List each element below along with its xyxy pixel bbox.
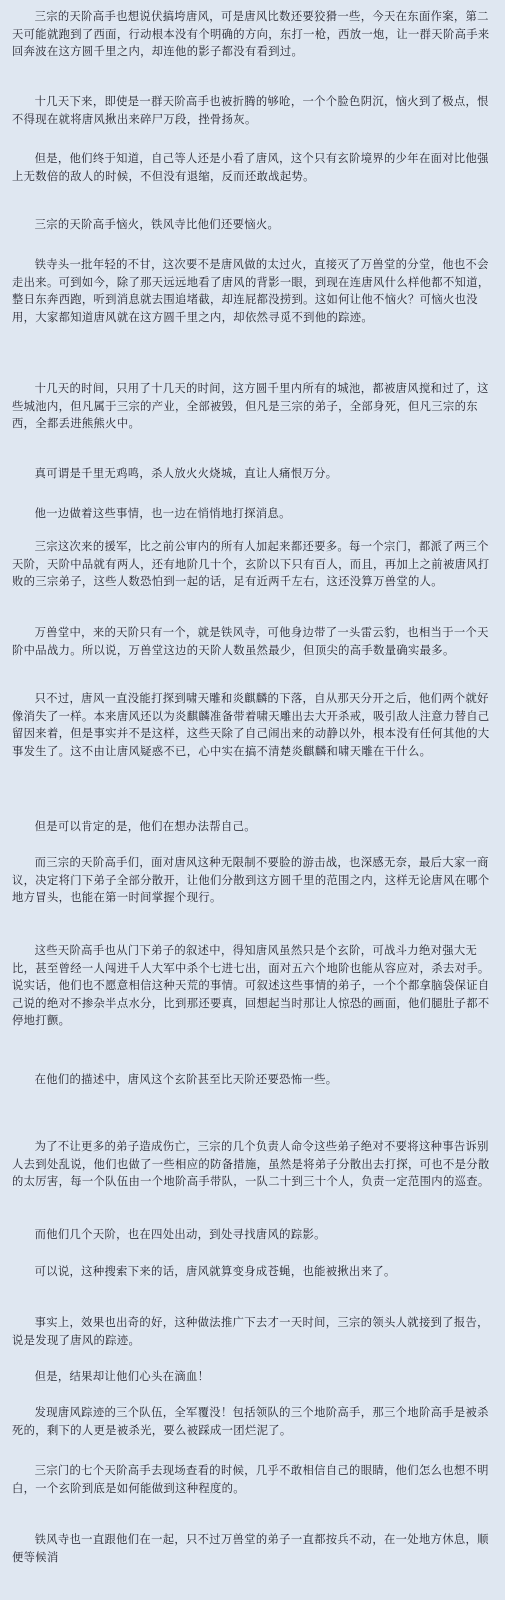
paragraph-17: 而他们几个天阶，也在四处出动，到处寻找唐风的踪影。 xyxy=(34,1228,326,1241)
paragraph-6: 十几天的时间，只用了十几天的时间，这方圆千里内所有的城池，都被唐风搅和过了，这些城池内，但凡属于三宗的产业，全部被毁，但凡是三宗的弟子，全部身死，但凡三宗的东西，全都丢进熊熊火中。 xyxy=(12,382,489,430)
paragraph-15: 在他们的描述中，唐风这个玄阶甚至比天阶还要恐怖一些。 xyxy=(34,1073,338,1086)
paragraph-3: 但是，他们终于知道，自己等人还是小看了唐风，这个只有玄阶境界的少年在面对比他强上无数倍的敌人的时候，不但没有退缩，反而还敢战起势。 xyxy=(12,152,489,183)
paragraph-11: 只不过，唐风一直没能打探到啸天雕和炎麒麟的下落，自从那天分开之后，他们两个就好像消失了一样。本来唐风还以为炎麒麟准备带着啸天雕出去大开杀戒，吸引敌人注意力替自己留因来着，但是事实并不是这样，这些天除了自己闹出来的动静以外，根本没有任何其他的大事发生了。这不由让唐风疑惑不已，心中实在搞不清楚炎麒麟和啸天雕在干什么。 xyxy=(12,692,490,758)
paragraph-9: 三宗这次来的援军，比之前公审内的所有人加起来都还要多。每一个宗门，都派了两三个天阶，天阶中品就有两人，还有地阶几十个，玄阶以下只有百人，而且，再加上之前被唐风打败的三宗弟子，这些人数恐怕到一起的话，足有近两千左右，这还没算万兽堂的人。 xyxy=(12,540,490,588)
paragraph-5: 铁寺头一批年轻的不甘，这次要不是唐风做的太过火，直接灭了万兽堂的分堂，他也不会走出来。可到如今，除了那天远远地看了唐风的背影一眼，到现在连唐风什么样他都不知道，整日东奔西跑，听到消息就去围追堵截，却连屁都没捞到。这如何让他不恼火？可恼火也没用，大家都知道唐风就在这方圆千里之内，却依然寻觅不到他的踪迹。 xyxy=(12,258,490,324)
paragraph-14: 这些天阶高手也从门下弟子的叙述中，得知唐风虽然只是个玄阶，可战斗力绝对强大无比，甚至曾经一人闯进千人大军中杀个七进七出，面对五六个地阶也能从容应对，杀去对手。说实话，他们也不愿意相信这种天荒的事情。可叙述这些事情的弟子，一个个都拿脑袋保证自己说的绝对不掺杂半点水分，比到那还要真，回想起当时那让人惊恐的画面，他们腿肚子都不停地打颤。 xyxy=(12,944,490,1027)
paragraph-7: 真可谓是千里无鸡鸣，杀人放火火烧城，直让人痛恨万分。 xyxy=(34,467,338,480)
paragraph-18: 可以说，这种搜索下来的话，唐风就算变身成苍蝇，也能被揪出来了。 xyxy=(34,1265,396,1278)
paragraph-22: 三宗门的七个天阶高手去现场查看的时候，几乎不敢相信自己的眼睛，他们怎么也想不明白，一个玄阶到底是如何能做到这种程度的。 xyxy=(12,1464,489,1495)
paragraph-16: 为了不让更多的弟子造成伤亡，三宗的几个负责人命令这些弟子绝对不要将这种事告诉别人去到处乱说，他们也做了一些相应的防备措施，虽然是将弟子分散出去打探，可也不是分散的太厉害，每一个队伍由一个地阶高手带队，一队二十到三十个人，负责一定范围内的巡查。 xyxy=(12,1140,490,1188)
paragraph-8: 他一边做着这些事情，也一边在悄悄地打探消息。 xyxy=(34,507,291,520)
paragraph-23: 铁风寺也一直跟他们在一起，只不过万兽堂的弟子一直都按兵不动，在一处地方休息，顺便等候消 xyxy=(12,1533,489,1564)
paragraph-12: 但是可以肯定的是，他们在想办法帮自己。 xyxy=(34,820,256,833)
paragraph-1: 三宗的天阶高手也想说伏搞垮唐风，可是唐风比数还要狡猾一些，今天在东面作案，第二天可能就跑到了西面，行动根本没有个明确的方向，东打一枪，西放一炮，让一群天阶高手来回奔波在这方圆千里之内，却连他的影子都没有看到过。 xyxy=(12,10,490,58)
paragraph-21: 发现唐风踪迹的三个队伍，全军覆没！包括领队的三个地阶高手，那三个地阶高手是被杀死的，剩下的人更是被杀光，要么被踩成一团烂泥了。 xyxy=(12,1406,489,1437)
paragraph-4: 三宗的天阶高手恼火，铁风寺比他们还要恼火。 xyxy=(34,218,280,231)
paragraph-20: 但是，结果却让他们心头在滴血！ xyxy=(34,1370,210,1383)
paragraph-13: 而三宗的天阶高手们，面对唐风这种无限制不要脸的游击战，也深感无奈，最后大家一商议，决定将门下弟子全部分散开，让他们分散到这方圆千里的范围之内，这样无论唐风在哪个地方冒头，也能在第一时间掌握个现行。 xyxy=(12,856,490,904)
paragraph-2: 十几天下来，即使是一群天阶高手也被折腾的够呛，一个个脸色阴沉，恼火到了极点，恨不得现在就将唐风揪出来碎尸万段，挫骨扬灰。 xyxy=(12,95,489,126)
paragraph-19: 事实上，效果也出奇的好，这种做法推广下去才一天时间，三宗的领头人就接到了报告，说是发现了唐风的踪迹。 xyxy=(12,1316,489,1347)
paragraph-10: 万兽堂中，来的天阶只有一个，就是铁风寺，可他身边带了一头雷云豹，也相当于一个天阶中品战力。所以说，万兽堂这边的天阶人数虽然最少，但顶尖的高手数量确实最多。 xyxy=(12,626,489,657)
